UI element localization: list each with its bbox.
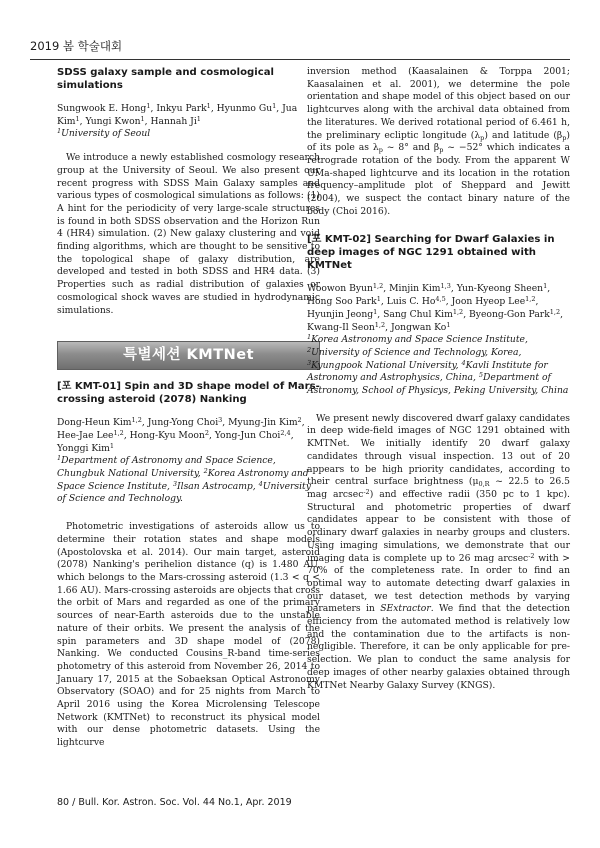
session-banner: 특별세션 KMTNet	[57, 341, 320, 370]
abstract-body-continued: inversion method (Kaasalainen & Torppa 2001; Kaasalainen et al. 2001), we determine the pole orientation and shape model of this object based on our lightcurves along with the archival data obtained from the literatures. We derived rotational period of 6.461 h, the preliminary ecliptic longitude $(\lambda_p)$ and latitude $(\beta_p)$ of its pole as $\lambda_p$ ~ 8° and $\beta_p$ ~ −52° which indicates a retrograde rotation of the body. From the apparent W UMa-shaped lightcurve and its location in the rotation frequency–amplitude plot of Sheppard and Jewitt (2004), we suspect the contact binary nature of the body (Choi 2016).	[307, 66, 570, 217]
author-list: Sungwook E. Hong$^1$, Inkyu Park$^1$, Hyunmo Gu$^1$, Jua Kim$^1$, Yungi Kwon$^1$, Hannah Ji$^1$	[57, 102, 298, 127]
citation-footer: 80 / Bull. Kor. Astron. Soc. Vol. 44 No.1, Apr. 2019	[57, 797, 292, 808]
left-column	[57, 66, 320, 750]
header-divider	[30, 59, 570, 60]
right-column	[307, 66, 570, 692]
author-list: Woowon Byun$^{1,2}$, Minjin Kim$^{1,3}$, Yun-Kyeong Sheen$^1$, Hong Soo Park$^1$, Luis C. Ho$^{4,5}$, Joon Hyeop Lee$^{1,2}$, Hyunjin Jeong$^1$, Sang Chul Kim$^{1,2}$, Byeong-Gon Park$^{1,2}$, Kwang-Il Seon$^{1,2}$, Jongwan Ko$^1$	[307, 282, 564, 333]
page-header	[30, 38, 570, 54]
author-list: Dong-Heun Kim$^{1,2}$, Jung-Yong Choi$^3$, Myung-Jin Kim$^2$, Hee-Jae Lee$^{1,2}$, Hong-Kyu Moon$^2$, Yong-Jun Choi$^{2,4}$, Yonggi Kim$^1$	[57, 416, 305, 454]
abstract-body: We introduce a newly established cosmology research group at the University of Seoul. We also present our recent progress with SDSS Main Galaxy samples and various types of cosmological simulations as follows: (1) A hint for the periodicity of very large-scale structures is found in both SDSS observation and the Horizon Run 4 (HR4) simulation. (2) New galaxy clustering and void finding algorithms, which are thought to be sensitive to the topological shape of galaxy distribution, are developed and tested in both SDSS and HR4 data. (3) Properties such as radial distribution of galaxies or cosmological shock waves are studied in hydrodynamic simulations.	[57, 152, 320, 316]
abstract-title: [포 KMT-01] Spin and 3D shape model of Mars-crossing asteroid (2078) Nanking	[57, 381, 320, 406]
page-footer	[57, 797, 292, 808]
affiliation: $^1$University of Seoul	[57, 127, 151, 140]
affiliation: $^1$Korea Astronomy and Space Science Institute, $^2$University of Science and Technology, Korea, $^3$Kyungpook National University, $^4$Kavli Institute for Astronomy and Astrophysics, China, $^5$Department of Astronomy, School of Physicys, Peking University, China	[307, 333, 569, 397]
abstract-body: We present newly discovered dwarf galaxy candidates in deep wide-field images of NGC 1291 obtained with KMTNet. We initially identify 20 dwarf galaxy candidates through visual inspection. 13 out of 20 appears to be high priority candidates, according to their central surface brightness ($\mu_{0,R}$ ~ 22.5 to 26.5 mag arcsec$^{-2}$) and effective radii (350 pc to 1 kpc). Structural and photometric properties of dwarf candidates appear to be consistent with those of ordinary dwarf galaxies in nearby groups and clusters. Using imaging simulations, we demonstrate that our imaging data is complete up to 26 mag arcsec$^{-2}$ with > 70% of the completeness rate. In order to find an optimal way to automate detecting dwarf galaxies in our dataset, we test detection methods by varying parameters in SExtractor. We find that the detection efficiency from the automated method is relatively low and the contamination due to the artifacts is non-negligible. Therefore, it can be only applicable for pre-selection. We plan to conduct the same analysis for deep images of other nearby galaxies obtained through KMTNet Nearby Galaxy Survey (KNGS).	[307, 412, 571, 691]
conference-title: 2019 봄 학술대회	[30, 39, 123, 53]
abstract-title: [포 KMT-02] Searching for Dwarf Galaxies in deep images of NGC 1291 obtained with KMTNet	[307, 234, 555, 272]
abstract-title: SDSS galaxy sample and cosmological simulations	[57, 67, 274, 91]
affiliation: $^1$Department of Astronomy and Space Science, Chungbuk National University, $^2$Korea Astronomy and Space Science Institute, $^3$Ilsan Astrocamp, $^4$University of Science and Technology.	[57, 454, 311, 505]
abstract-body: Photometric investigations of asteroids allow us to determine their rotation states and shape models (Apostolovska et al. 2014). Our main target, asteroid (2078) Nanking's perihelion distance (q) is 1.480 AU, which belongs to the Mars-crossing asteroid (1.3 < q < 1.66 AU). Mars-crossing asteroids are objects that cross the orbit of Mars and regarded as one of the primary sources of near-Earth asteroids due to the unstable nature of their orbits. We present the analysis of the spin parameters and 3D shape model of (2078) Nanking. We conducted Cousins_R-band time-series photometry of this asteroid from November 26, 2014 to January 17, 2015 at the Sobaeksan Optical Astronomy Observatory (SOAO) and for 25 nights from March to April 2016 using the Korea Microlensing Telescope Network (KMTNet) to reconstruct its physical model with our dense photometric datasets. Using the lightcurve	[57, 521, 320, 749]
session-banner-wrap	[57, 341, 320, 370]
